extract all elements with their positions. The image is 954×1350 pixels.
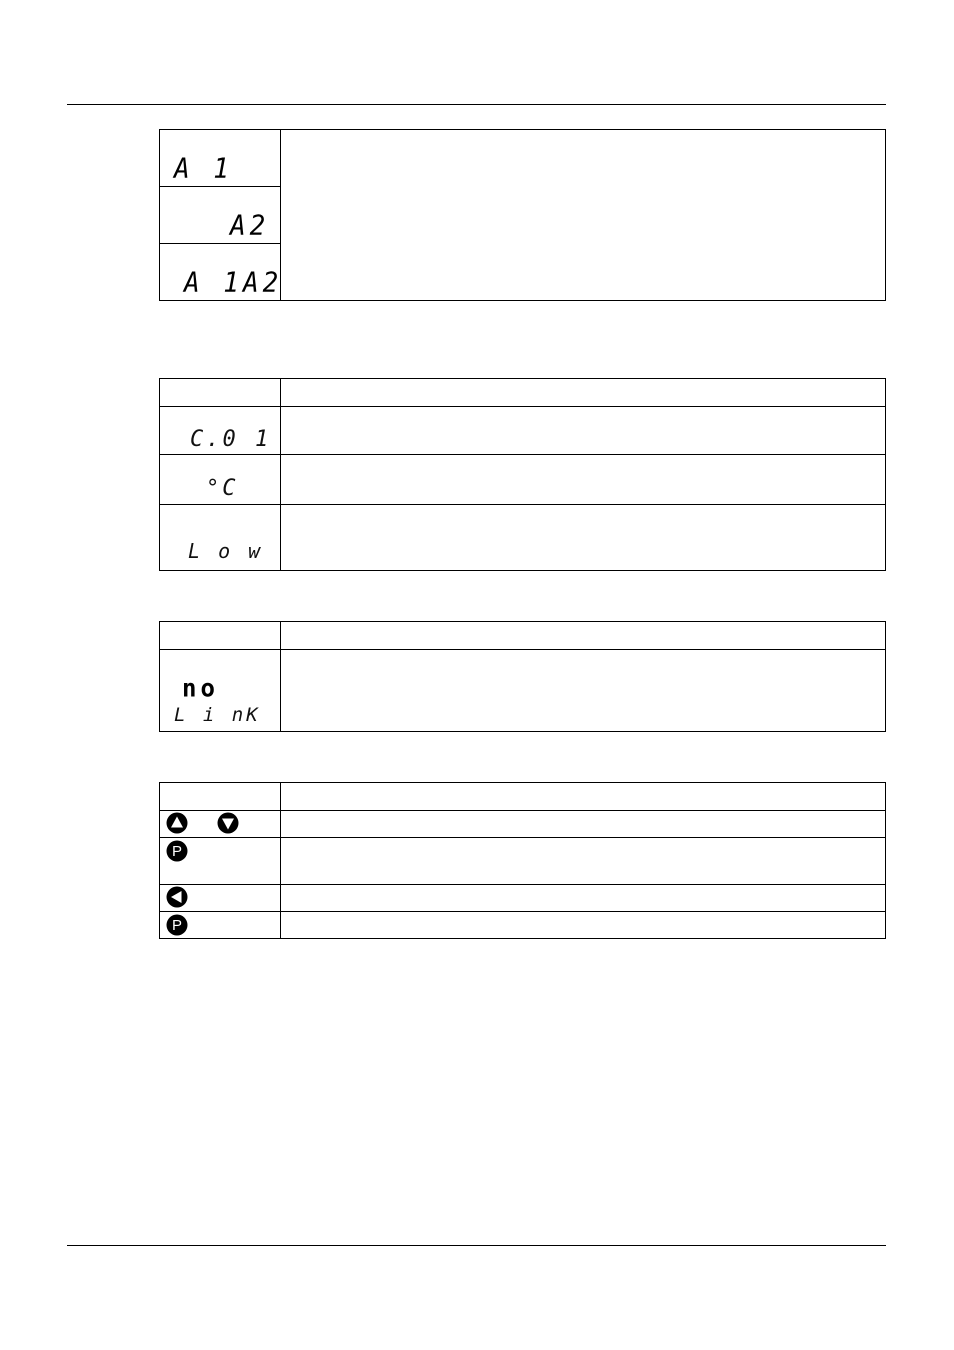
up-arrow-key-icon — [166, 812, 188, 834]
sensor-display-table — [159, 378, 886, 571]
column-divider — [280, 379, 281, 570]
row-divider — [160, 837, 885, 838]
header-row-divider — [160, 406, 885, 407]
p-key-label: P — [171, 843, 183, 860]
p-key-icon — [166, 914, 188, 936]
display-low: L o w — [188, 539, 264, 563]
row-divider — [160, 911, 885, 912]
link-display-table — [159, 621, 886, 732]
display-c01: C.0 1 — [190, 427, 272, 452]
display-no: no — [182, 673, 219, 703]
display-degc: °C — [206, 476, 239, 501]
header-row-divider — [160, 649, 885, 650]
footer-rule — [67, 1245, 886, 1246]
row-divider — [160, 186, 280, 187]
header-rule — [67, 104, 886, 105]
alarm-display-table — [159, 129, 886, 301]
key-operation-table — [159, 782, 886, 939]
display-a1a2: A 1A2 — [184, 267, 283, 299]
column-divider — [280, 783, 281, 938]
row-divider — [160, 504, 885, 505]
p-key-label: P — [171, 917, 183, 934]
row-divider — [160, 884, 885, 885]
display-link: L i nK — [174, 704, 261, 726]
down-arrow-key-icon — [217, 812, 239, 834]
display-a1: A 1 — [174, 153, 233, 185]
p-key-icon — [166, 840, 188, 862]
row-divider — [160, 243, 280, 244]
header-row-divider — [160, 810, 885, 811]
row-divider — [160, 454, 885, 455]
column-divider — [280, 622, 281, 731]
display-a2: A2 — [230, 210, 270, 242]
left-arrow-key-icon — [166, 886, 188, 908]
